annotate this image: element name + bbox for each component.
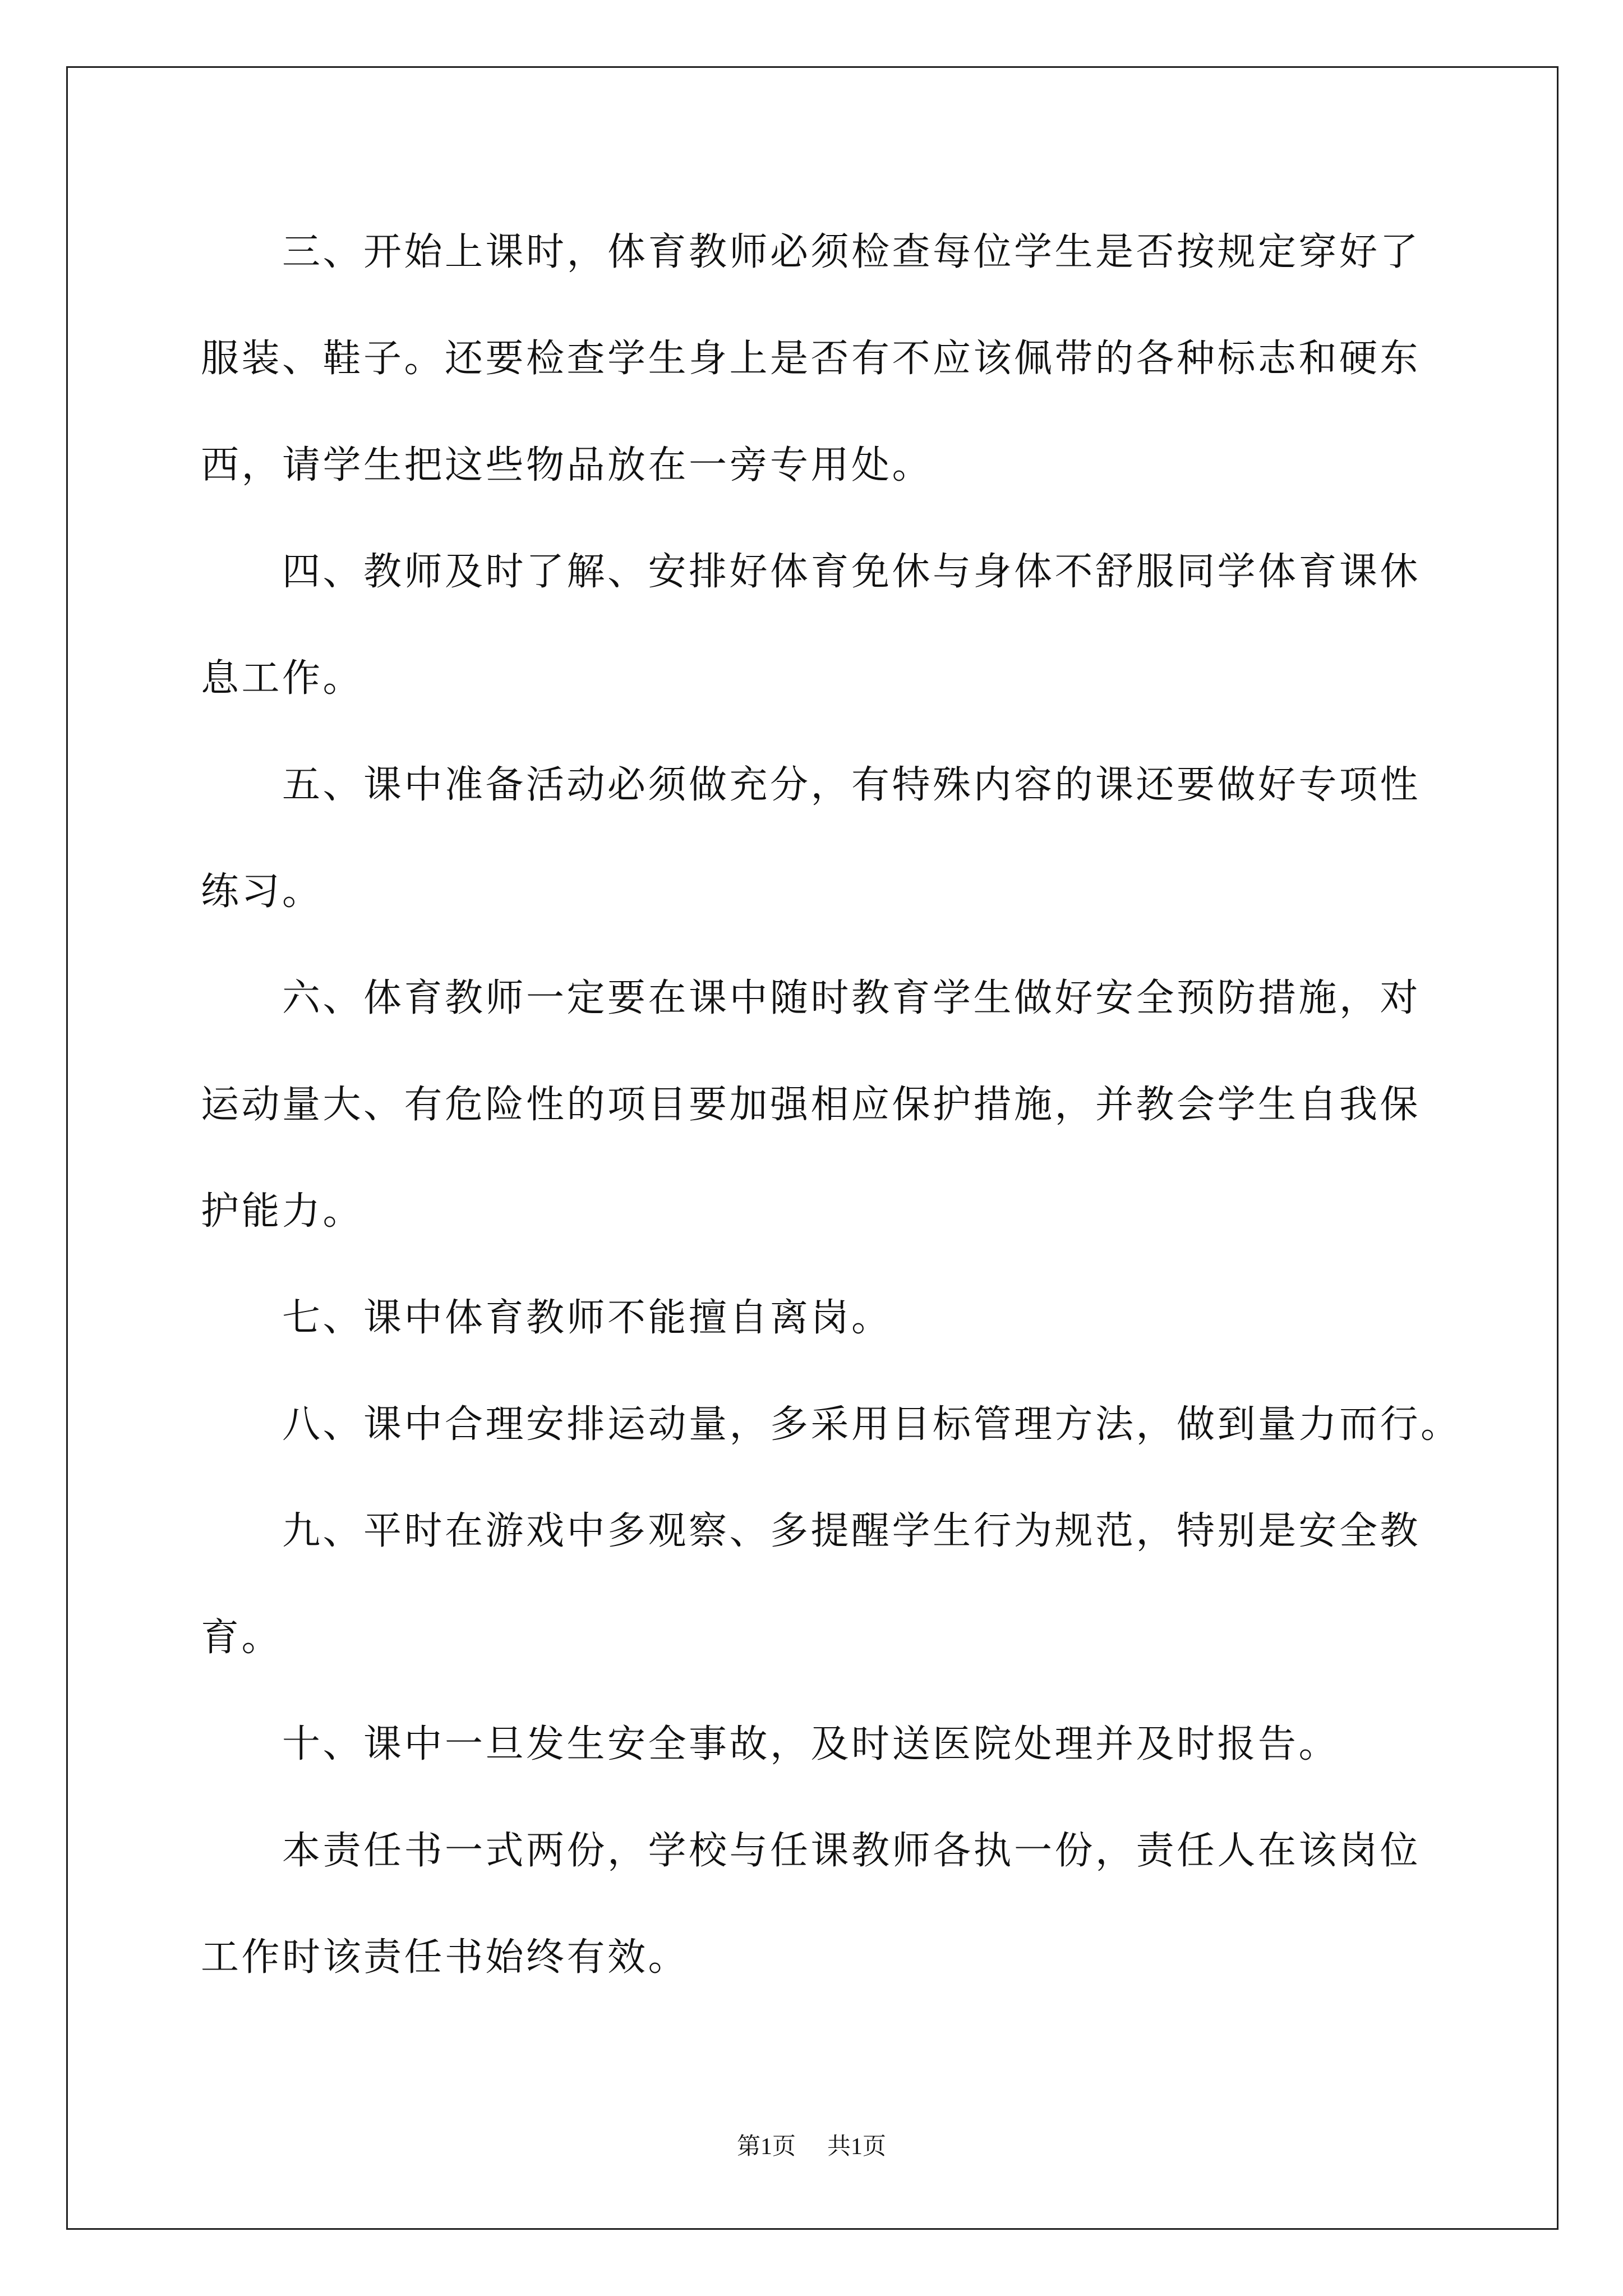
paragraph-line: 息工作。 bbox=[201, 657, 364, 700]
paragraph-closing bbox=[201, 1797, 1461, 2010]
paragraph-line: 运动量大、有危险性的项目要加强相应保护措施，并教会学生自我保 bbox=[201, 1083, 1421, 1126]
paragraph-line: 三、开始上课时，体育教师必须检查每位学生是否按规定穿好了 bbox=[282, 231, 1421, 273]
paragraph-line: 护能力。 bbox=[201, 1190, 364, 1232]
paragraph-line: 八、课中合理安排运动量，多采用目标管理方法，做到量力而行。 bbox=[282, 1403, 1461, 1446]
page-total: 共1页 bbox=[827, 2134, 887, 2160]
page-footer bbox=[0, 2132, 1623, 2162]
paragraph-item-4 bbox=[201, 518, 1461, 731]
paragraph-line: 六、体育教师一定要在课中随时教育学生做好安全预防措施，对 bbox=[282, 977, 1421, 1019]
paragraph-line: 七、课中体育教师不能擅自离岗。 bbox=[282, 1296, 892, 1339]
paragraph-line: 工作时该责任书始终有效。 bbox=[201, 1936, 689, 1978]
paragraph-item-10 bbox=[201, 1691, 1461, 1797]
document-body bbox=[201, 199, 1461, 2010]
paragraph-item-8 bbox=[201, 1371, 1461, 1478]
paragraph-item-6 bbox=[201, 945, 1461, 1264]
paragraph-line: 练习。 bbox=[201, 870, 323, 913]
paragraph-line: 四、教师及时了解、安排好体育免休与身体不舒服同学体育课休 bbox=[282, 550, 1421, 593]
paragraph-line: 五、课中准备活动必须做充分，有特殊内容的课还要做好专项性 bbox=[282, 763, 1421, 806]
paragraph-line: 十、课中一旦发生安全事故，及时送医院处理并及时报告。 bbox=[282, 1723, 1340, 1765]
paragraph-item-5 bbox=[201, 731, 1461, 945]
page-number: 第1页 bbox=[736, 2134, 796, 2160]
paragraph-line: 服装、鞋子。还要检查学生身上是否有不应该佩带的各种标志和硬东 bbox=[201, 337, 1421, 380]
paragraph-item-3 bbox=[201, 199, 1461, 518]
paragraph-line: 九、平时在游戏中多观察、多提醒学生行为规范，特别是安全教 bbox=[282, 1510, 1421, 1552]
paragraph-line: 育。 bbox=[201, 1616, 283, 1659]
paragraph-item-7 bbox=[201, 1264, 1461, 1371]
paragraph-line: 本责任书一式两份，学校与任课教师各执一份，责任人在该岗位 bbox=[282, 1829, 1421, 1872]
paragraph-line: 西，请学生把这些物品放在一旁专用处。 bbox=[201, 444, 933, 486]
paragraph-item-9 bbox=[201, 1478, 1461, 1691]
